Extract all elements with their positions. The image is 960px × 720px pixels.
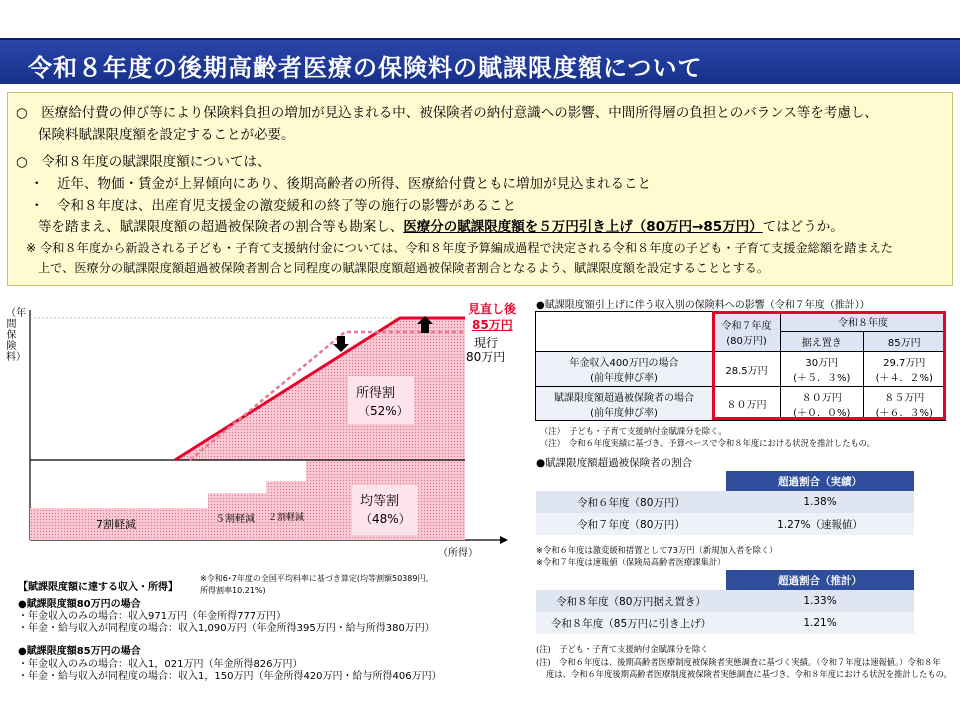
g1-line2: ・年金・給与収入が同程度の場合：収入1,090万円（年金所得395万円・給与所得380万円） — [18, 623, 435, 634]
impact-row-2-label1: 賦課限度額超過被保険者の場合 — [554, 392, 694, 404]
g1-line1: ・年金収入のみの場合：収入971万円（年金所得777万円） — [18, 611, 287, 622]
summary-conclusion-a: 等を踏まえ、賦課限度額の超過被保険者の割合等も勘案し、 — [38, 219, 404, 235]
impact-col-keep: 据え置き — [781, 332, 864, 352]
reduction-5-label: ５割軽減 — [215, 514, 255, 525]
summary-bullet-2: ・ 令和８年度は、出産育児支援金の激変緩和の終了等の施行の影響があること — [30, 198, 516, 214]
ratio1-row-2-value: 1.27%（速報値） — [777, 518, 863, 531]
ratio1-note-2: ※令和７年度は速報値（保険局高齢者医療課集計） — [536, 557, 726, 567]
current-label-2: 80万円 — [466, 350, 506, 364]
ratio2-row-1-label: 令和８年度（80万円据え置き） — [556, 595, 706, 608]
impact-row-1-r7: 28.5万円 — [713, 352, 781, 387]
ratio1-note-1: ※令和６年度は激変緩和措置として73万円（新規加入者を除く） — [536, 545, 778, 555]
impact-row-1 — [536, 352, 946, 387]
ratio-table-title: ●賦課限度額超過被保険者の割合 — [536, 457, 693, 469]
g1-title: ●賦課限度額80万円の場合 — [18, 599, 141, 610]
ratio2-note-3: 度は、令和６年度後期高齢者医療制度被保険者実態調査に基づき、令和８年度における状況を推計したもの。 — [546, 669, 952, 679]
ratio2-row-1 — [536, 590, 914, 612]
summary-conclusion — [38, 215, 844, 235]
impact-row-2-851: ８５万円 — [884, 392, 925, 404]
impact-row-1-label2: (前年度伸び率) — [590, 373, 658, 384]
impact-row-2-keep2: (＋０．０%) — [793, 407, 851, 419]
income-share-label: 所得割 — [356, 386, 396, 401]
ratio-table-2 — [536, 570, 914, 634]
y-axis-label: （年間保険料） — [6, 308, 26, 363]
impact-table-wrap — [535, 311, 946, 420]
reduction-7-label: 7割軽減 — [96, 518, 136, 531]
impact-row-1-keep — [781, 352, 864, 387]
income-footnote-1: ※令和6･7年度の全国平均料率に基づき算定(均等割額50389円、 — [200, 574, 434, 583]
impact-col-85: 85万円 — [863, 332, 946, 352]
revised-label-2: 85万円 — [472, 318, 513, 332]
ratio-table-1 — [536, 471, 914, 535]
ratio1-header: 超過割合（実績） — [726, 471, 914, 491]
impact-row-1-label — [536, 352, 713, 387]
impact-row-2 — [536, 387, 946, 421]
impact-note-2: （注） 令和６年度実績に基づき、予算ベースで令和８年度における状況を推計したもの。 — [540, 438, 875, 448]
ratio1-row-1-label: 令和６年度（80万円） — [577, 496, 685, 509]
ratio2-row-2-label: 令和８年度（85万円に引き上げ） — [550, 617, 712, 630]
impact-row-2-keep1: ８０万円 — [801, 392, 842, 404]
summary-conclusion-b: てはどうか。 — [762, 219, 844, 235]
revised-label-1: 見直し後 — [468, 302, 517, 316]
current-label-1: 現行 — [474, 336, 499, 350]
ratio2-row-2 — [536, 612, 914, 634]
impact-row-2-r7: ８０万円 — [713, 387, 781, 421]
summary-p1-line2: 保険料賦課限度額を設定することが必要。 — [38, 127, 295, 143]
title-bar — [0, 38, 960, 84]
impact-row-2-label2: (前年度伸び率) — [590, 407, 658, 419]
impact-row-1-keep2: (＋５．３%) — [793, 373, 851, 384]
x-axis-arrow — [500, 536, 508, 544]
impact-row-1-label1: 年金収入400万円の場合 — [569, 358, 679, 369]
flat-share-pct: （48%） — [360, 512, 411, 526]
impact-row-1-keep1: 30万円 — [805, 358, 839, 369]
impact-table-title: ●賦課限度額引上げに伴う収入別の保険料への影響（令和７年度（推計）） — [536, 300, 870, 311]
summary-box — [7, 92, 953, 286]
income-share-pct: （52%） — [358, 404, 409, 418]
ratio2-corner — [536, 570, 726, 590]
page-title: 令和８年度の後期高齢者医療の保険料の賦課限度額について — [28, 54, 703, 82]
tier-gap — [208, 460, 306, 480]
g2-line1: ・年金収入のみの場合：収入1，021万円（年金所得826万円） — [18, 659, 303, 670]
ratio2-header: 超過割合（推計） — [726, 570, 914, 590]
premium-graph — [0, 290, 530, 565]
reduction-2-label: ２割軽減 — [268, 513, 305, 523]
impact-row-2-85 — [863, 387, 946, 421]
x-axis-label: （所得） — [438, 548, 478, 559]
ratio1-row-1-value: 1.38% — [803, 496, 837, 508]
ratio2-note-2: (注) 令和６年度は、後期高齢者医療制度被保険者実態調査に基づく実績。（令和７年度は速報値。）令和８年 — [536, 657, 941, 667]
impact-col-r7-sub: (80万円) — [726, 335, 767, 347]
impact-table — [535, 311, 946, 421]
summary-p2-line1: ○ 令和８年度の賦課限度額については、 — [16, 154, 271, 170]
down-arrow-shaft — [337, 336, 345, 344]
summary-note-line2: 上で、医療分の賦課限度額超過被保険者割合と同程度の賦課限度額超過被保険者割合となるよう、賦課限度額を設定することとする。 — [38, 261, 770, 275]
income-share-area — [175, 318, 465, 460]
summary-p1-line1: ○ 医療給付費の伸び等により保険料負担の増加が見込まれる中、被保険者の納付意識への影響、中間所得層の負担とのバランス等を考慮し、 — [16, 105, 878, 121]
ratio1-row-2 — [536, 513, 914, 535]
g2-line2: ・年金・給与収入が同程度の場合：収入1，150万円（年金所得420万円・給与所得406万円） — [18, 671, 442, 682]
summary-highlight: 医療分の賦課限度額を５万円引き上げ（80万円→85万円） — [403, 219, 763, 235]
income-heading: 【賦課限度額に達する収入・所得】 — [18, 582, 178, 593]
graph-svg — [0, 290, 530, 565]
impact-row-1-851: 29.7万円 — [883, 358, 926, 369]
impact-corner — [536, 312, 713, 352]
summary-note-line1: ※ 令和８年度から新設される子ども・子育て支援納付金については、令和８年度予算編成過程で決定される令和８年度の子ども・子育て支援金総額を踏まえた — [26, 241, 893, 255]
ratio1-corner — [536, 471, 726, 491]
ratio1-row-1 — [536, 491, 914, 513]
up-arrow-shaft — [421, 324, 429, 333]
impact-row-2-852: (＋６．３%) — [875, 407, 933, 419]
impact-note-1: （注） 子ども・子育て支援納付金賦課分を除く。 — [540, 426, 727, 436]
impact-col-r7-label: 令和７年度 — [721, 320, 772, 332]
ratio2-row-2-value: 1.21% — [803, 617, 837, 629]
ratio1-row-2-label: 令和７年度（80万円） — [577, 518, 685, 531]
impact-row-1-85 — [863, 352, 946, 387]
income-footnote-2: 所得割率10.21%) — [200, 586, 266, 595]
g2-title: ●賦課限度額85万円の場合 — [18, 646, 141, 657]
impact-col-r8: 令和８年度 — [781, 312, 946, 332]
flat-share-label: 均等割 — [360, 494, 400, 509]
impact-row-2-label — [536, 387, 713, 421]
summary-bullet-1: ・ 近年、物価・賃金が上昇傾向にあり、後期高齢者の所得、医療給付費ともに増加が見込まれること — [30, 176, 651, 192]
impact-row-1-852: (＋４．２%) — [875, 373, 933, 384]
ratio2-row-1-value: 1.33% — [803, 595, 837, 607]
impact-col-r7 — [713, 312, 781, 352]
ratio2-note-1: (注) 子ども・子育て支援納付金賦課分を除く — [536, 644, 709, 654]
impact-row-2-keep — [781, 387, 864, 421]
